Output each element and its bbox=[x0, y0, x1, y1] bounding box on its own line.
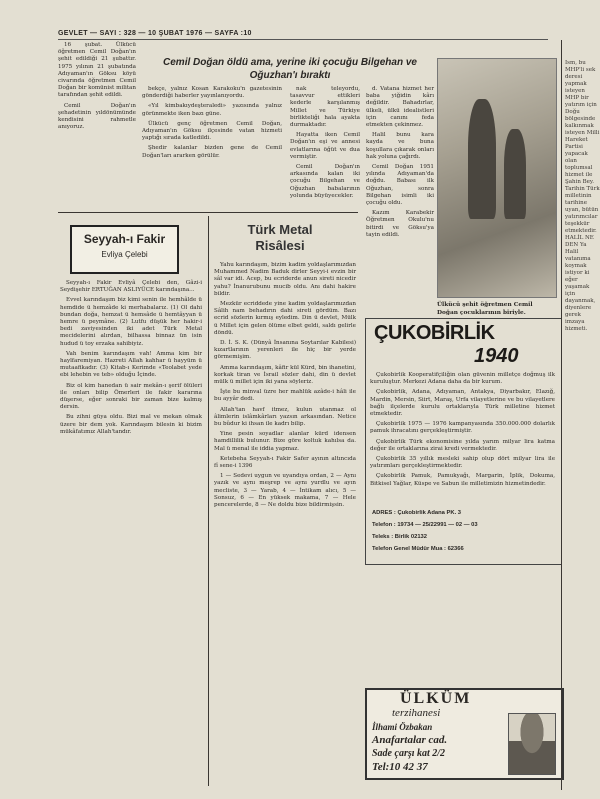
paragraph: Cemil Doğan 1951 yılında Adıyaman'da doğdu. Babası ilk Oğuzhan, sonra Bilgehan isimli iki çocuğu oldu. bbox=[366, 164, 434, 207]
paragraph: nak teleyordu, tasavvur ettikleri kederle karşılanmış Millet ve Türkiye birlikteliği hala ayakta durmaktadır. bbox=[290, 86, 360, 129]
paragraph: Yahu karındaşım, bizim kadim yoldaşlarımızdan Muhammed Nadim Baduk dirler Seyyi-i evzin bir sâl var idi. Acep, bu ecriderde anun sireti nicedir yahu? İnanurubunu mucib oldu. Anı dahi hakire bildir. bbox=[214, 262, 356, 297]
paragraph: Bu zihni güya oldu. Bizi mal ve mekan olmak üzere bir dem yok. Karındaşım bilesin ki bizim mükâfatımız Allah'tandır. bbox=[60, 414, 202, 435]
paragraph: Kazım Karabekir Öğretmen Okulu'nu bitirdi ve Göksu'ya tayin edildi. bbox=[366, 210, 434, 238]
paragraph: Ülkücü genç öğretmen Cemil Doğan, Adıyaman'ın Göksu ilçesinde vatan hizmeti yaptığı sırada katledildi. bbox=[142, 120, 282, 142]
paragraph: Çukobirlik 35 yıllık mesleki sahip olup dört milyar lira ile yatırımları gerçekleştirmektedir. bbox=[370, 456, 555, 470]
seyyah-title-box bbox=[70, 225, 179, 274]
paragraph: Amma karındaşım, kâfir kül Kürd, bin ihanetini, korkak tiran ve İsrail sözler dahi, din ü devlet mülk ü millet için iki yana söyleriz. bbox=[214, 364, 356, 386]
page-header: GEVLET — SAYI : 328 — 10 ŞUBAT 1976 — SAYFA :10 bbox=[58, 30, 548, 40]
paragraph: Evvel karındaşım biz kimi senin ile hemhâlde ü hemdide ü hemzâde ki merhabalarız. (1) Ol dahi bundan doğa, hemzat ü hemsâde ü hemtâyyan ü hemre ü peymâne. (2) Lutfu düşük her hakir-i bedi zaviyesinden iki adet Türk Metal mecidelerini alırdan, bilhassa binnaz ün isin hudud ü toy erzaka sahibiyiz. bbox=[60, 297, 202, 347]
paragraph: bekçe, yalnız Kosan Karakoku'n gazetesinin gönderdiği haberler yayınlanıyordu. bbox=[142, 86, 282, 100]
ulkum-title: ÜLKÜM bbox=[400, 690, 472, 707]
ulkum-owner: İlhami Özbakan bbox=[372, 722, 433, 732]
cukobirlik-year: 1940 bbox=[474, 345, 519, 367]
cukobirlik-address: ADRES : Çukobirlik Adana PK. 3 bbox=[372, 510, 462, 516]
paragraph: Çukobirlik Pamuk, Pamukyağı, Margarin, İplik, Dokuma, Bitkisel Yağlar, Küspe ve Sabun ile milletimizin hizmetindedir. bbox=[370, 473, 555, 487]
paragraph: Mezkür ecriddede yine kadim yoldaşlarımızdan Sâlih nam behadırın dahi sireti gördüm. Bazı ecrid sözlerin kırmış eyledim. Din ü devlet, Mülk ü Millet için gelen ölüme elbet geldi, saldı gelirle döndü. bbox=[214, 301, 356, 336]
adjacent-column: İsm, bu MHP'li sek deresi yapmak isteyen MHP bir yatırım için Doğu bölgesinde kalkınmak isteyen Milli Hareket Partisi yapacak olan toplumsal hizmet ile Şahin Bey. Tarihin Türk milletinin tarihine uyan, bütün yatırımcılar teşekkür etmektedir. HALİL NE DEN Ya Halil vatanıma koymak istiyor ki eğer yaşamak için dayanmak, diyenlere gerek imzaya hizmeti. bbox=[565, 60, 600, 332]
paragraph: 1 — Sedevi uygun ve uyandıya ordan, 2 — Aynı yazık ve aynı meşrep ve aynı yurdlu ve ayın mecliste, 3 — Yarab, 4 — İntikam alıcı, 5 — Sonsuz, 6 — En yüksek makama, 7 — Hele pencerelerde, 8 — Ne doldu bize bildirmişsin. bbox=[214, 473, 356, 509]
paragraph: Vah benim karındaşım vah! Amma kim bir haylfaremiyan. Hazreti Allah kahhar ü hayyüm ü mutaafikadır. (3) Kitab-ı Kerimde «Teolabet yede ebi lehebin ve teb» olduğu İçinde. bbox=[60, 350, 202, 379]
paragraph: Seyyah-ı Fakir Evliyâ Çelebi den, Gâzi-i Seydişehir ERTUĞAN ASLIYÜCE karındaşına... bbox=[60, 280, 202, 294]
top-mid-column bbox=[142, 86, 282, 163]
ulkum-portrait-illustration bbox=[508, 713, 556, 775]
paragraph: «Yıl kimbakıydeşteraledi» yazısında yalnız görünmekte iken bazı güne. bbox=[142, 103, 282, 117]
cukobirlik-text bbox=[370, 372, 555, 491]
cukobirlik-logo: ÇUKOBİRLİK bbox=[374, 322, 495, 344]
seyyah-column bbox=[60, 280, 202, 439]
paragraph: Cemil Doğan'ın arkasında kalan iki çocuğu Bilgehan ve Oğuzhan babalarının yolunda büyüyecekler. bbox=[290, 164, 360, 199]
ulkum-street: Anafartalar cad. bbox=[372, 734, 448, 746]
turk-metal-title: Türk Metal Risâlesi bbox=[247, 222, 313, 253]
cukobirlik-phone: Telefon : 19734 — 25/22991 — 02 — 03 bbox=[372, 522, 478, 528]
paragraph: Allah'tan havf itmez, kulun utanmaz ol âlimlerin islâmkârları yazsın arkasından. Netice bu bûdur ki ihsan ile kadrı bilip. bbox=[214, 406, 356, 428]
cemil-dogan-photo bbox=[437, 58, 557, 298]
paragraph: İşte bu minval üzre her mahlük azâde-i hâli ile bu ayyâr dedi. bbox=[214, 389, 356, 403]
paragraph: Cemil Doğan'ın şehadetinin yıldönümünde kendisini rahmetle anıyoruz. bbox=[58, 102, 136, 131]
paragraph: Ketebeha Seyyah-ı Fakir Safer ayının altıncıda fî sene-i 1396 bbox=[214, 455, 356, 470]
seyyah-subtitle: Evliya Çelebi bbox=[101, 250, 148, 259]
paragraph: Çukobirlik Türk ekonomisine yılda yarım milyar lira katma değer ile ortaklarına zirai kredi vermektedir. bbox=[370, 438, 555, 452]
section-divider bbox=[58, 212, 358, 213]
paragraph: Çukobirlik, Adana, Adıyaman, Antakya, Diyarbakır, Elazığ, Mardin, Mersin, Siirt, Maraş, Urfa vilayetlerine ve bu vilayetlere bağlı ilçelerde kurulu ortaklarıyla Türk milletine hizmet etmektedir. bbox=[370, 389, 555, 418]
ulkum-place: Sade çarşı kat 2/2 bbox=[372, 748, 446, 759]
cukobirlik-telex: Teleks : Birlik 02132 bbox=[372, 534, 427, 540]
paragraph: 16 şubat. Ülkücü öğretmen Cemil Doğan'ın şehit edildiği 21 şubattır. 1975 yılının 21 şubatında Adıyaman'ın Göksu köyü civarında öğretmen Cemil Doğan bir komünist militan tarafından şehit edildi. bbox=[58, 42, 136, 99]
cemil-dogan-headline: Cemil Doğan öldü ama, yerine iki çocuğu Bilgehan ve Oğuzhan'ı bıraktı bbox=[163, 57, 417, 81]
page-gutter bbox=[561, 40, 562, 790]
photo-caption: Ülkücü şehit öğretmen Cemil Doğan çocuklarının biriyle. bbox=[437, 302, 533, 316]
top-right-text-column bbox=[290, 86, 360, 203]
paragraph: Çukobirlik 1975 — 1976 kampanyasında 350.000.000 dolarlık pamuk ihracatını gerçekleştirmiştir. bbox=[370, 421, 555, 435]
top-left-column bbox=[58, 42, 136, 134]
right-text-column bbox=[366, 86, 434, 242]
paragraph: Halil bunu kara kayda ve buna koşullara çıkarak onları hak yoluna çağırdı. bbox=[366, 132, 434, 160]
photo-figure bbox=[468, 99, 496, 219]
paragraph: Şhedir kalanlar bizden gene de Cemil Doğan'ları ararken görülür. bbox=[142, 145, 282, 159]
paragraph: Çukobirlik Kooperatifçiliğin olan güvenin milletçe doğmuş ilk kuruluştur. Merkezi Adana daha da bir kurum. bbox=[370, 372, 555, 386]
ulkum-phone: Tel:10 42 37 bbox=[372, 761, 428, 773]
photo-figure bbox=[504, 129, 526, 219]
cukobirlik-direct-phone: Telefon Genel Müdür Mua : 62366 bbox=[372, 546, 464, 552]
seyyah-title: Seyyah-ı Fakir bbox=[83, 232, 166, 246]
column-divider bbox=[208, 216, 209, 786]
paragraph: D. İ. S. K. (Dünyâ İnsanına Soytarılar Kabilesi) kızartlarının yerenleri ile hiç bir yerde görmemişim. bbox=[214, 340, 356, 361]
paragraph: Biz ol kim hanedan ü sair mekân-ı şerif ölüleri ile onları bilip Ömerleri ile fakir kararına düşerse, eğer sonraki bir zaman bize kalmış dersin. bbox=[60, 382, 202, 411]
paragraph: d. Vatana hizmet her baba yiğidin kârı değildir. Bahadırlar, ülkeli, ülkü idealistleri için canını feda etmekten çekinmez. bbox=[366, 86, 434, 129]
paragraph: Yine pesin soyadlar alanlar kürd idensen hamdillilik bulunur. Bize göre koltuk kahılsa da. Mal ü menal ile iddia yapmaz. bbox=[214, 431, 356, 452]
paragraph: Hayatta iken Cemil Doğan'ın eşi ve annesi evlatlarına öğüt ve dua vermiştir. bbox=[290, 132, 360, 160]
turk-metal-column bbox=[214, 262, 356, 512]
ulkum-subtitle: terzihanesi bbox=[392, 707, 441, 719]
